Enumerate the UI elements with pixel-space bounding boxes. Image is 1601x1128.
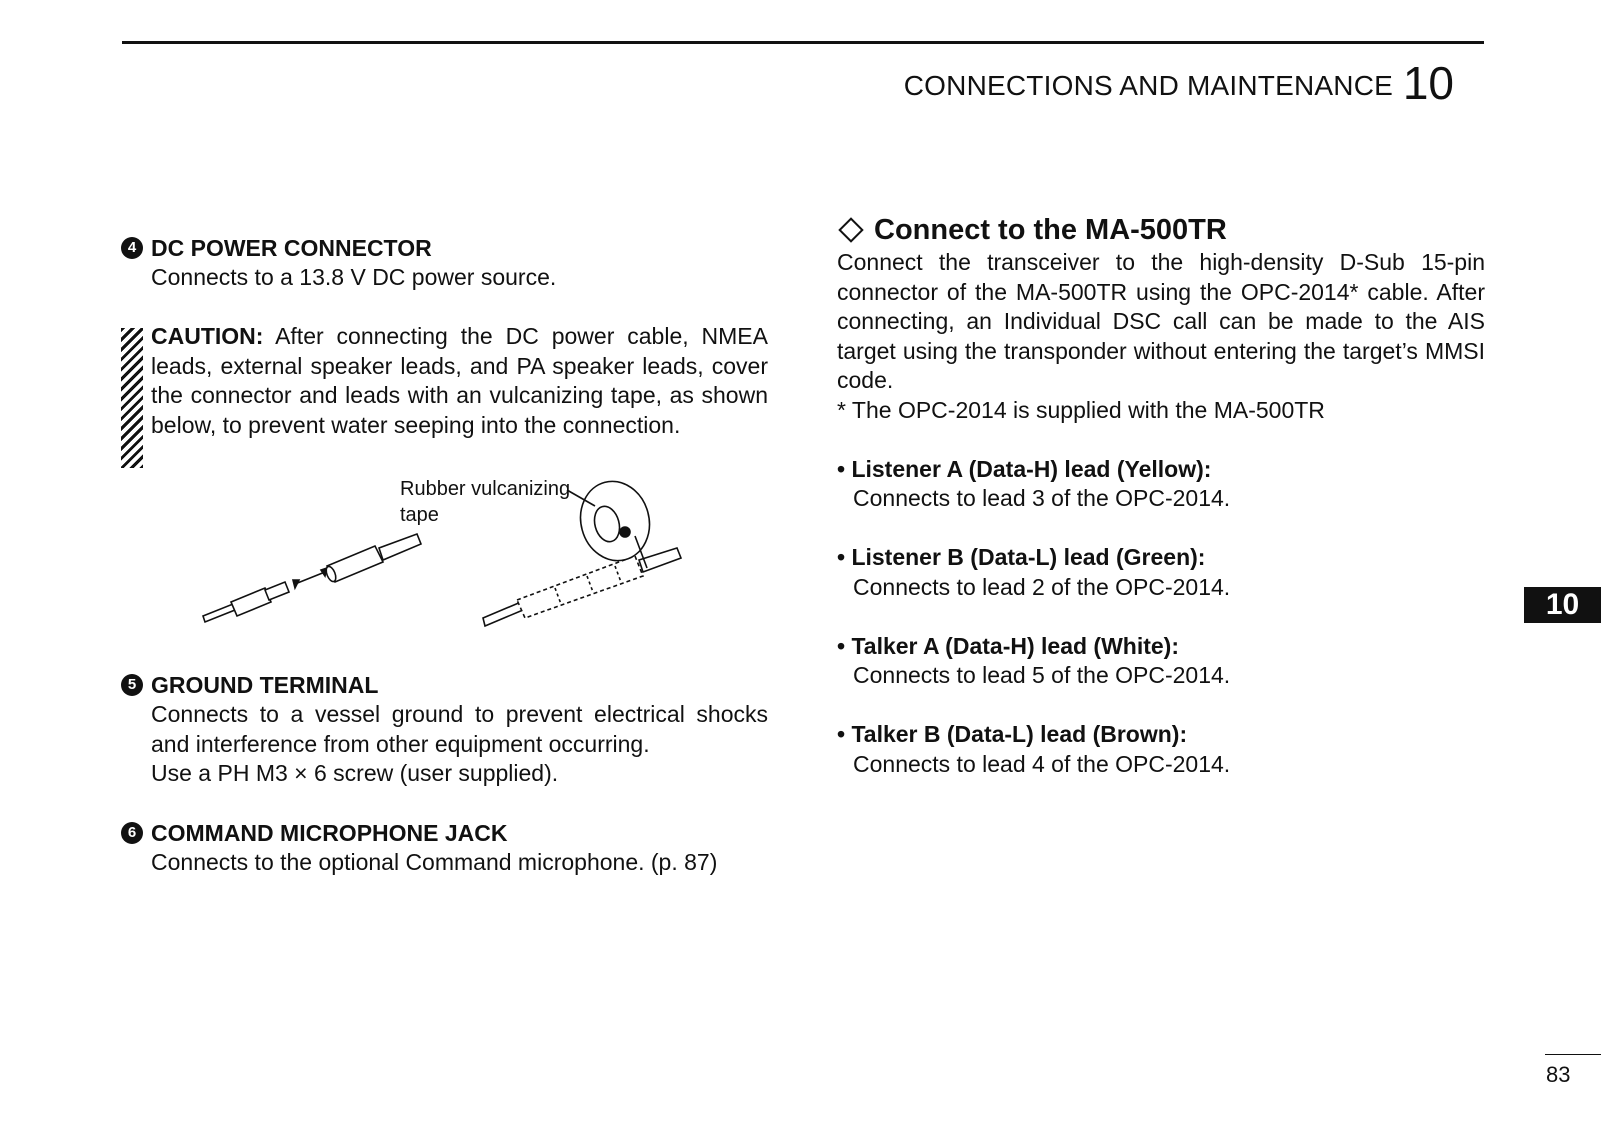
lead-title: • Talker B (Data-L) lead (Brown):: [837, 721, 1188, 747]
lead-title: • Talker A (Data-H) lead (White):: [837, 632, 1180, 659]
diagram-label-line2: tape: [400, 504, 439, 526]
connect-title: Connect to the MA-500TR: [874, 214, 1227, 246]
taped-section: [517, 556, 643, 618]
ground-title: GROUND TERMINAL: [151, 672, 379, 698]
dc-power-title: DC POWER CONNECTOR: [151, 235, 432, 261]
connect-footnote: * The OPC-2014 is supplied with the MA-500TR: [837, 396, 1325, 423]
plug-cable: [203, 604, 235, 622]
lead-item: [837, 543, 1485, 602]
chapter-title: CONNECTIONS AND MAINTENANCE: [903, 70, 1393, 101]
mic-jack-body: Connects to the optional Command microphone. (p. 87): [151, 849, 718, 875]
lead-item: [837, 455, 1485, 514]
left-column-bottom: [121, 670, 768, 878]
taped-cable-left: [483, 602, 523, 626]
plug-pin: [265, 582, 289, 600]
number-badge-icon: 6: [121, 822, 143, 844]
socket-cable: [379, 534, 421, 560]
plug-body: [231, 588, 271, 616]
number-badge-icon: 4: [121, 237, 143, 259]
lead-body: Connects to lead 4 of the OPC-2014.: [853, 750, 1231, 777]
ground-body-line1: Connects to a vessel ground to prevent electrical shocks and interference from other equipment occurring.: [151, 701, 768, 757]
diagram-label-line1: Rubber vulcanizing: [400, 478, 571, 500]
header-rule: [122, 41, 1484, 44]
number-badge-icon: 5: [121, 674, 143, 696]
lead-body: Connects to lead 2 of the OPC-2014.: [853, 573, 1231, 600]
lead-body: Connects to lead 5 of the OPC-2014.: [853, 662, 1231, 688]
lead-item: [837, 632, 1485, 691]
chapter-tab: 10: [1524, 587, 1601, 623]
caution-text: After connecting the DC power cable, NMEA leads, external speaker leads, and PA speaker leads, cover the connector and leads with an vulcanizing tape, as shown below, to prevent water seeping into the connection.: [151, 323, 768, 438]
page-number-rule: [1545, 1054, 1601, 1055]
arrow-icon: [293, 580, 299, 588]
connect-paragraph: Connect the transceiver to the high-density D-Sub 15-pin connector of the MA-500TR using the OPC-2014* cable. After connecting, an Individual DSC call can be made to the AIS target using the transponder without entering the target’s MMSI code.: [837, 249, 1485, 393]
lead-body: Connects to lead 3 of the OPC-2014.: [853, 485, 1231, 511]
page-number: 83: [1546, 1062, 1571, 1087]
lead-title: • Listener B (Data-L) lead (Green):: [837, 544, 1206, 570]
right-column: [837, 212, 1485, 779]
left-column-top: [121, 233, 768, 440]
mic-jack-title: COMMAND MICROPHONE JACK: [151, 820, 508, 846]
diamond-icon: [838, 217, 863, 242]
caution-hatch-icon: [121, 328, 143, 468]
chapter-number: 10: [1402, 57, 1454, 109]
ground-heading: [121, 670, 768, 700]
connect-heading: [837, 212, 1485, 248]
caution-block: [121, 322, 768, 440]
dc-power-heading: [121, 233, 768, 263]
vulcanizing-tape-diagram: [195, 476, 715, 646]
taped-cable-right: [639, 548, 681, 572]
dc-power-body: Connects to a 13.8 V DC power source.: [151, 264, 557, 290]
caution-label: CAUTION:: [151, 323, 264, 349]
lead-item: [837, 720, 1485, 779]
connector-illustration: [195, 476, 715, 646]
mic-jack-heading: [121, 818, 768, 848]
ground-body-line2: Use a PH M3 × 6 screw (user supplied).: [151, 760, 559, 786]
lead-title: • Listener A (Data-H) lead (Yellow):: [837, 455, 1212, 482]
